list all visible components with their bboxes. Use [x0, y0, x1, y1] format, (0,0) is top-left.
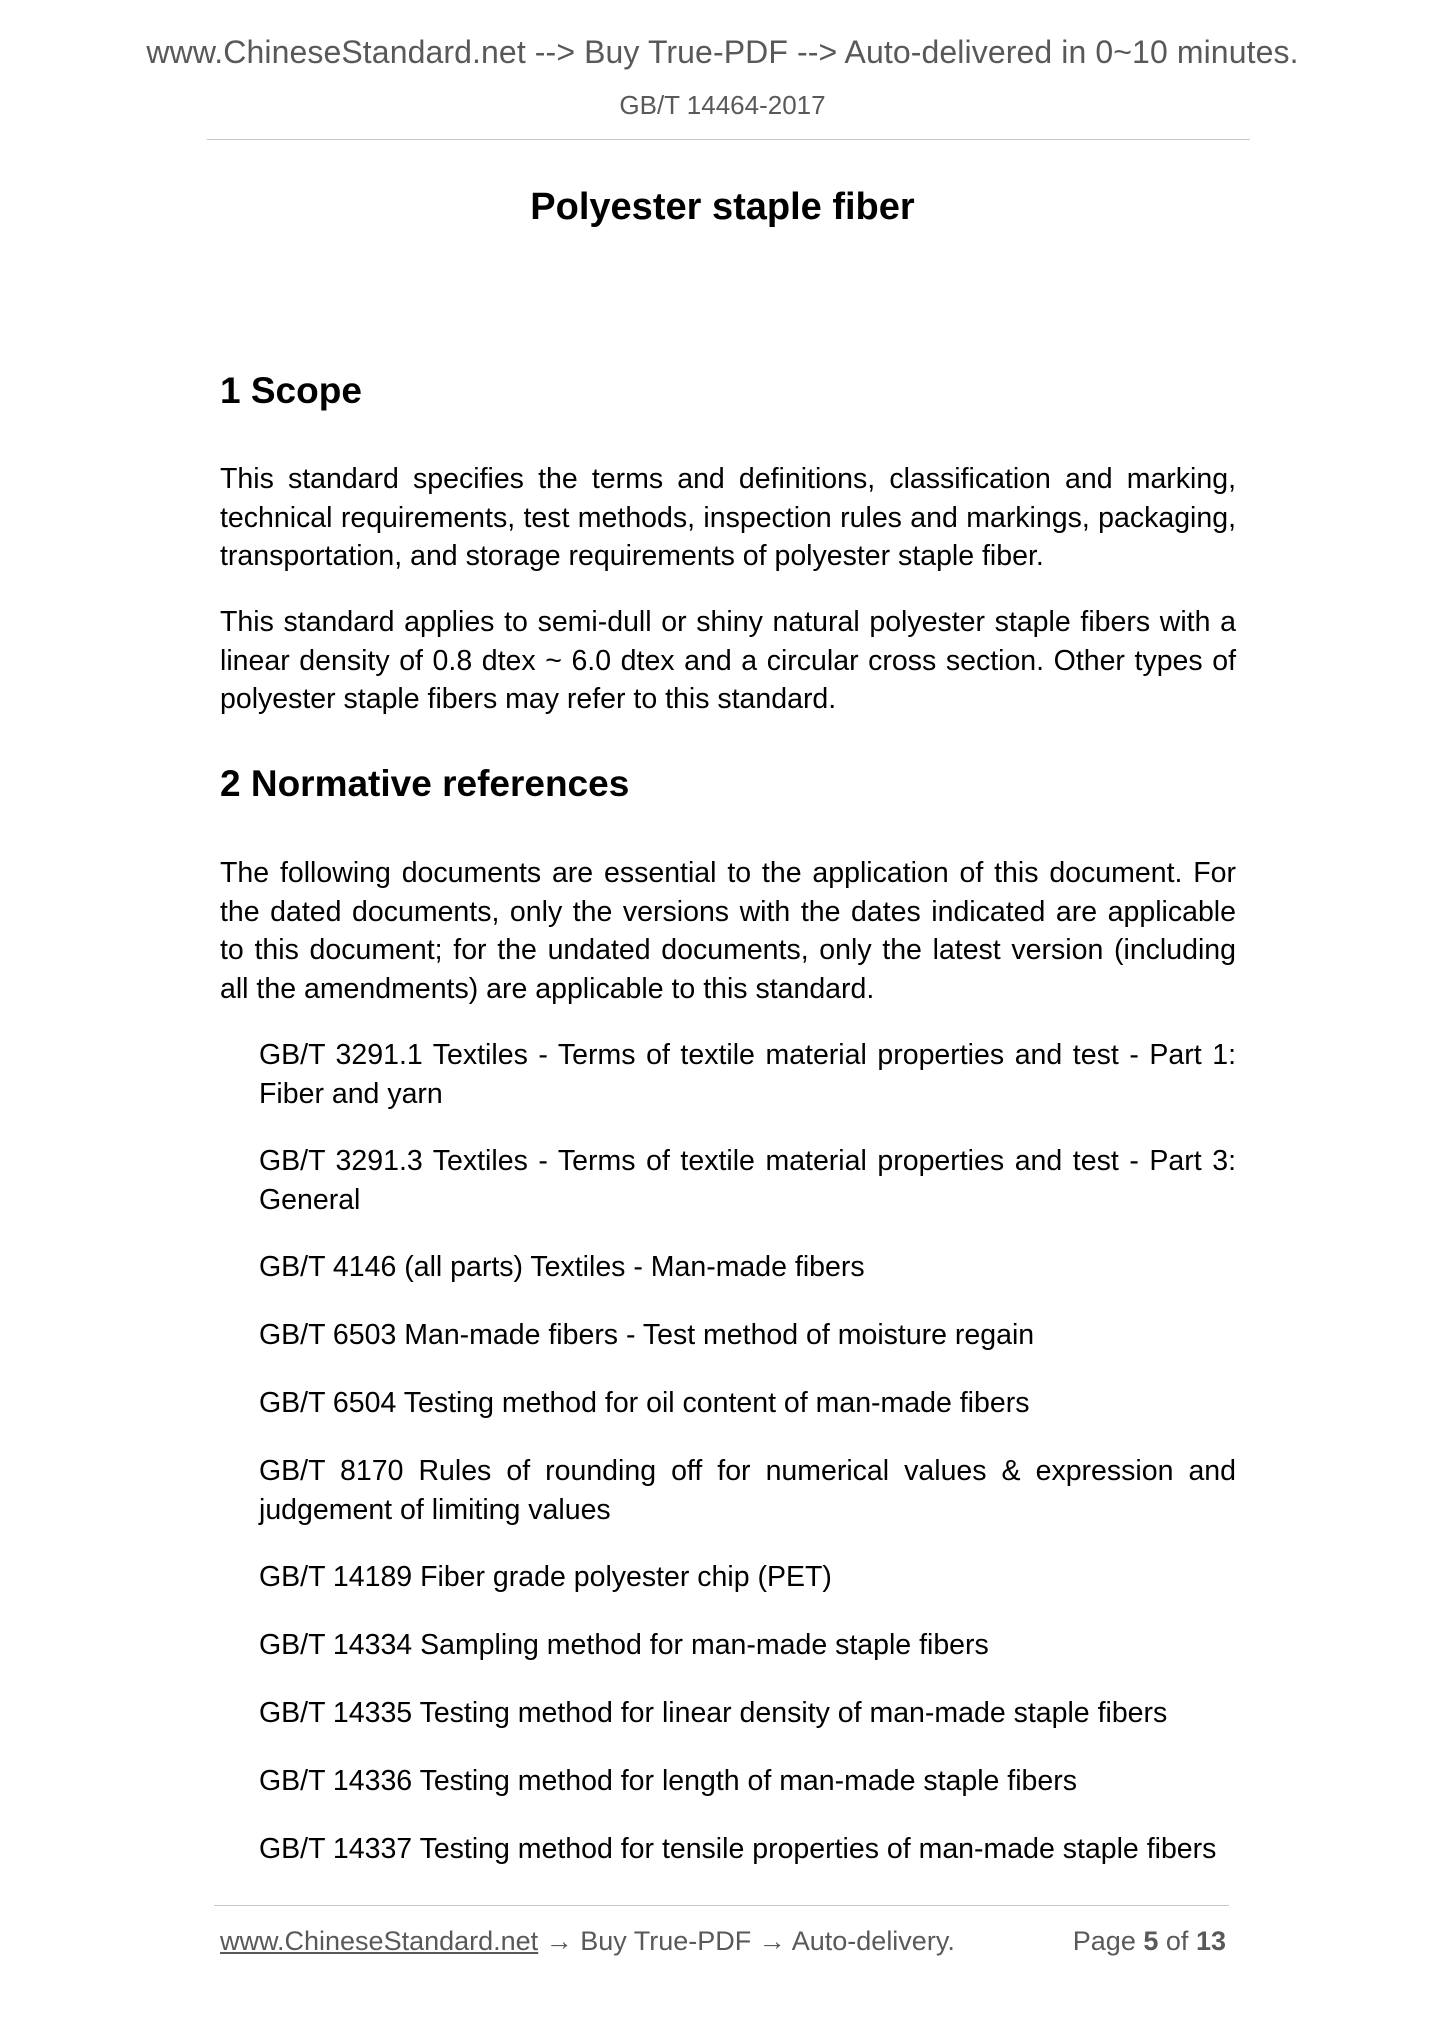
reference-item: GB/T 3291.1 Textiles - Terms of textile material properties and test - Part 1: Fiber and yarn — [259, 1039, 1236, 1110]
section-heading-normative-references: 2 Normative references — [220, 763, 630, 804]
standard-code: GB/T 14464-2017 — [619, 90, 826, 120]
reference-item: GB/T 14337 Testing method for tensile properties of man-made staple fibers — [259, 1833, 1217, 1865]
reference-item: GB/T 3291.3 Textiles - Terms of textile material properties and test - Part 3: General — [259, 1145, 1236, 1216]
page-label: Page — [1072, 1926, 1136, 1956]
of-label: of — [1165, 1926, 1189, 1956]
top-banner: www.ChineseStandard.net --> Buy True-PDF --> Auto-delivered in 0~10 minutes. — [146, 34, 1299, 70]
footer-tail-text: → Buy True-PDF → Auto-delivery. — [538, 1926, 955, 1956]
footer-divider — [214, 1905, 1229, 1906]
scope-paragraph-2: This standard applies to semi-dull or shiny natural polyester staple fibers with a linear density of 0.8 dtex ~ 6.0 dtex and a circular cross section. Other types of polyester staple fibers may refer to this standard. — [220, 606, 1236, 715]
footer — [220, 1926, 1230, 1966]
header-divider — [207, 139, 1250, 140]
scope-paragraph-1: This standard specifies the terms and definitions, classification and marking, technical requirements, test methods, inspection rules and markings, packaging, transportation, and storage requirements of polyester staple fiber. — [220, 463, 1236, 572]
references-intro-paragraph: The following documents are essential to the application of this document. For the dated documents, only the versions with the dates indicated are applicable to this document; for the undated documents, only the latest version (including all the amendments) are applicable to this standard. — [220, 857, 1236, 1005]
document-title: Polyester staple fiber — [530, 186, 915, 228]
page-total: 13 — [1195, 1926, 1226, 1956]
footer-site-link[interactable]: www.ChineseStandard.net — [220, 1926, 539, 1956]
reference-item: GB/T 8170 Rules of rounding off for numerical values & expression and judgement of limiting values — [259, 1455, 1236, 1526]
footer-left — [220, 1926, 955, 1957]
reference-item: GB/T 14189 Fiber grade polyester chip (PET) — [259, 1561, 832, 1593]
section-heading-scope: 1 Scope — [220, 370, 362, 411]
reference-item: GB/T 6503 Man-made fibers - Test method of moisture regain — [259, 1319, 1035, 1351]
reference-item: GB/T 4146 (all parts) Textiles - Man-made fibers — [259, 1251, 865, 1283]
page-current: 5 — [1143, 1926, 1159, 1956]
reference-item: GB/T 14336 Testing method for length of man-made staple fibers — [259, 1765, 1077, 1797]
reference-item: GB/T 6504 Testing method for oil content of man-made fibers — [259, 1387, 1030, 1419]
reference-item: GB/T 14335 Testing method for linear density of man-made staple fibers — [259, 1697, 1168, 1729]
reference-item: GB/T 14334 Sampling method for man-made staple fibers — [259, 1629, 989, 1661]
page-indicator — [1073, 1926, 1226, 1957]
